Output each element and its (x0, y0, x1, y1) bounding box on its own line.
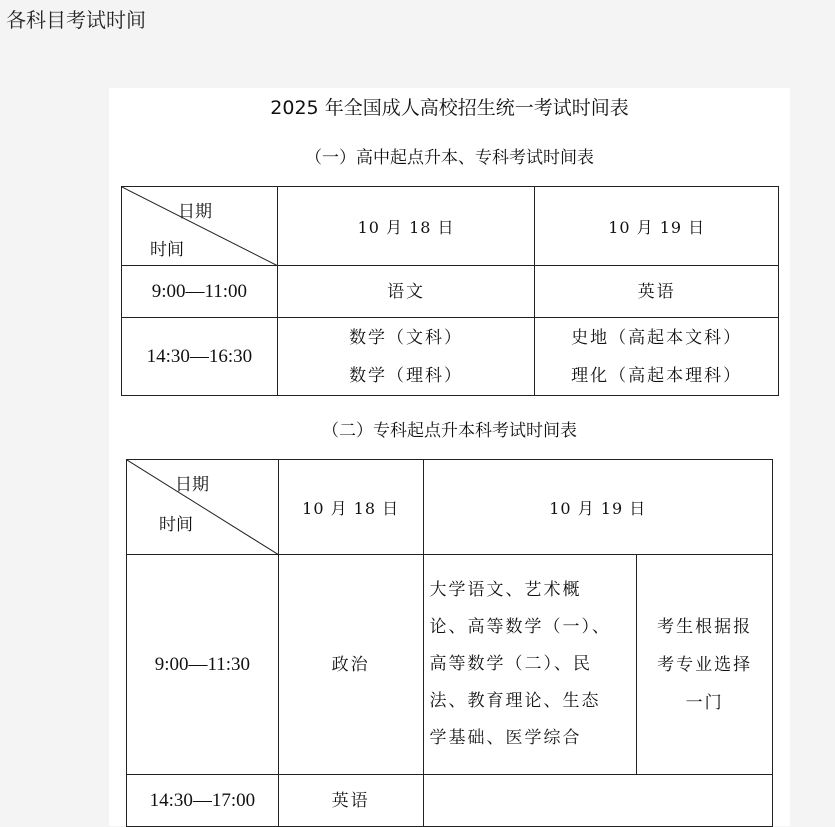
table1-corner-cell (122, 187, 278, 266)
time-cell: 9:00—11:30 (127, 555, 279, 775)
table1-subtitle: （一）高中起点升本、专科考试时间表 (305, 148, 594, 168)
time-cell: 14:30—17:00 (127, 775, 279, 827)
table2-subtitle: （二）专科起点升本科考试时间表 (322, 421, 577, 441)
document-title: 2025 年全国成人高校招生统一考试时间表 (270, 97, 629, 119)
selection-note-cell: 考生根据报 考专业选择 一门 (637, 555, 773, 775)
subject-cell: 英语 (535, 266, 779, 318)
subject-list-cell: 大学语文、艺术概 论、高等数学（一）、 高等数学（二）、民 法、教育理论、生态 学基础、医学综合 (423, 555, 637, 775)
subject-cell: 语文 (277, 266, 535, 318)
page-heading: 各科目考试时间 (6, 8, 146, 32)
subject-cell: 政治 (278, 555, 423, 775)
table-row (122, 266, 779, 318)
table2-header-row (127, 460, 773, 555)
date-label: 日期 (175, 475, 209, 495)
table1-day1-header: 10 月 18 日 (277, 187, 535, 266)
time-label: 时间 (159, 515, 193, 535)
subject-cell: 数学（文科） 数学（理科） (277, 318, 535, 396)
table1-day2-header: 10 月 19 日 (535, 187, 779, 266)
schedule-document (109, 88, 790, 826)
time-label: 时间 (150, 240, 184, 260)
empty-cell (423, 775, 773, 827)
table2-corner-cell (127, 460, 279, 555)
time-cell: 9:00—11:00 (122, 266, 278, 318)
subject-cell: 英语 (278, 775, 423, 827)
table-row (122, 318, 779, 396)
table1-header-row (122, 187, 779, 266)
date-label: 日期 (178, 202, 212, 222)
table1 (121, 186, 779, 396)
table-row (127, 775, 773, 827)
table2-day1-header: 10 月 18 日 (278, 460, 423, 555)
table2 (126, 459, 773, 827)
time-cell: 14:30—16:30 (122, 318, 278, 396)
subject-cell: 史地（高起本文科） 理化（高起本理科） (535, 318, 779, 396)
table-row (127, 555, 773, 775)
table2-day2-header: 10 月 19 日 (423, 460, 773, 555)
